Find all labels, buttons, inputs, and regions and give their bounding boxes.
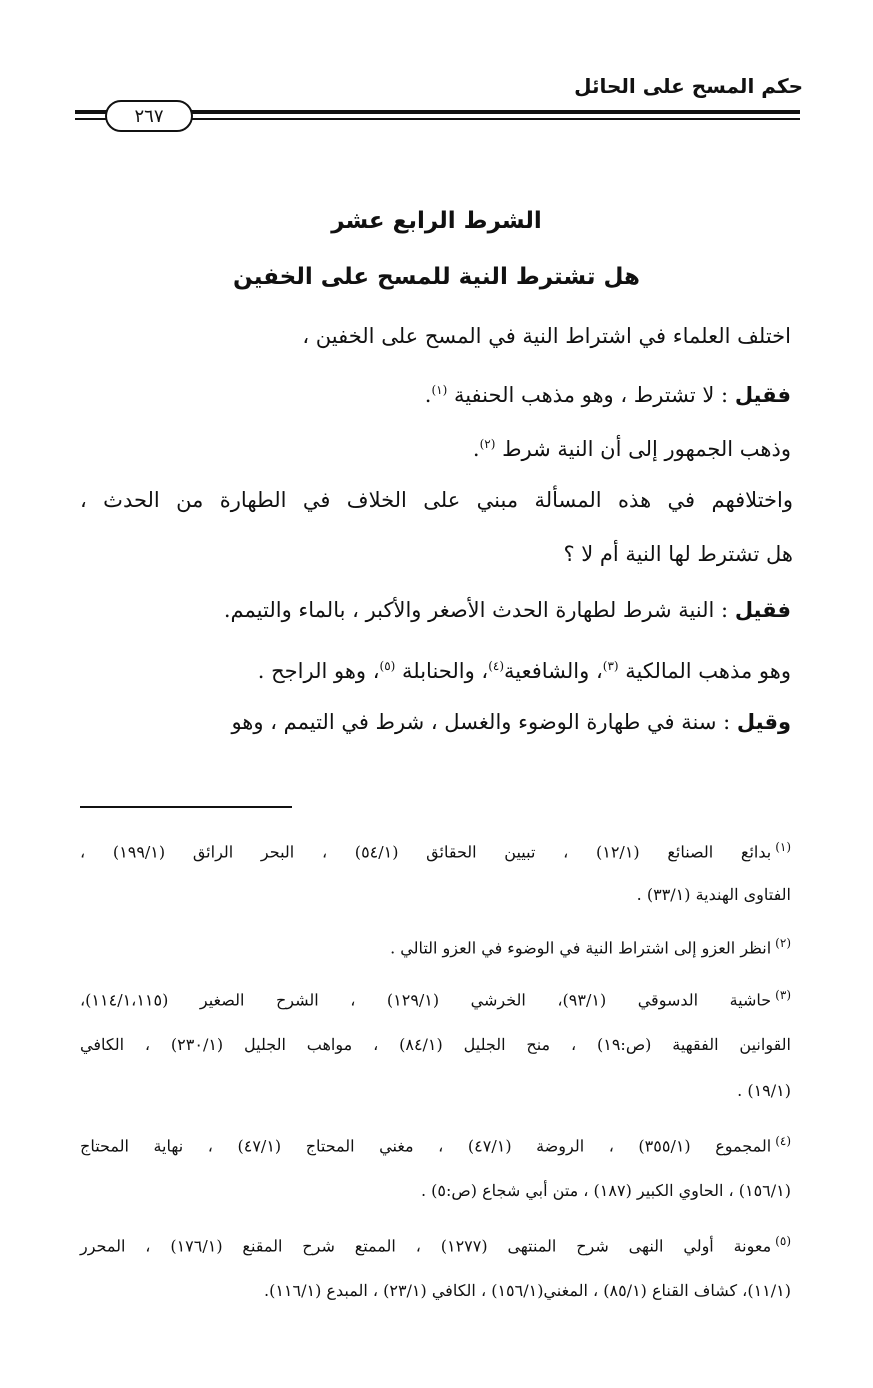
body-line-7 [82, 648, 791, 689]
footnote-4-line-2: (١٥٦/١) ، الحاوي الكبير (١٨٧) ، متن أبي شجاع (ص:٥) . [421, 1181, 791, 1200]
lead-word: وقيل [736, 710, 791, 734]
body-line-2 [82, 372, 791, 413]
body-text: . [472, 437, 480, 461]
footnote-number: (١) [775, 840, 792, 854]
body-line-6 [82, 592, 791, 628]
body-line-1 [82, 318, 791, 354]
body-text: ، والشافعية [504, 659, 603, 683]
body-line-3 [82, 426, 791, 467]
footnote-text: بدائع الصنائع (١٢/١) ، تبيين الحقائق (٥٤/١) ، البحر الرائق (١٩٩/١) ، [80, 842, 772, 862]
body-text: . [424, 383, 432, 407]
footnote-ref: (١) [431, 383, 448, 397]
footnote-ref: (٢) [479, 437, 496, 451]
body-line-8 [82, 704, 791, 740]
question-heading: هل تشترط النية للمسح على الخفين [233, 264, 640, 290]
body-text: اختلف العلماء في اشتراط النية في المسح على الخفين ، [302, 324, 791, 348]
footnote-1-line-1 [80, 832, 791, 867]
body-text: : لا تشترط ، وهو مذهب الحنفية [447, 383, 735, 407]
page-number: ٢٦٧ [105, 100, 193, 132]
footnote-1-line-2: الفتاوى الهندية (٣٣/١) . [636, 885, 791, 904]
footnote-3-line-2: القوانين الفقهية (ص:١٩) ، منح الجليل (٨٤/١) ، مواهب الجليل (٢٣٠/١) ، الكافي [80, 1035, 791, 1054]
body-text: : سنة في طهارة الوضوء والغسل ، شرط في التيمم ، وهو [231, 710, 737, 734]
footnote-3-line-3: (١٩/١) . [737, 1081, 791, 1100]
footnote-ref: (٣) [602, 659, 619, 673]
body-text: ، والحنابلة [395, 659, 489, 683]
body-line-5: هل تشترط لها النية أم لا ؟ [563, 542, 793, 566]
footnote-4-line-1 [80, 1126, 791, 1161]
header-rule [75, 98, 800, 132]
footnote-ref: (٤) [488, 659, 505, 673]
footnote-number: (٢) [775, 936, 791, 950]
body-text: وذهب الجمهور إلى أن النية شرط [495, 437, 791, 461]
body-line-4: واختلافهم في هذه المسألة مبني على الخلاف في الطهارة من الحدث ، [80, 488, 793, 512]
footnote-text: معونة أولي النهى شرح المنتهى (١٢٧٧) ، الممتع شرح المقنع (١٧٦/١) ، المحرر [80, 1236, 772, 1256]
footnote-text: انظر العزو إلى اشتراط النية في الوضوء في العزو التالي . [390, 938, 772, 958]
footnote-number: (٤) [775, 1134, 792, 1148]
footnote-3-line-1 [80, 980, 791, 1015]
footnote-text: المجموع (٣٥٥/١) ، الروضة (٤٧/١) ، مغني المحتاج (٤٧/١) ، نهاية المحتاج [80, 1136, 772, 1156]
footnote-2-line-1 [80, 928, 791, 963]
footnote-5-line-1 [80, 1226, 791, 1261]
footnote-text: حاشية الدسوقي (٩٣/١)، الخرشي (١٢٩/١) ، الشرح الصغير (١١٤/١،١١٥)، [80, 990, 772, 1010]
section-heading: الشرط الرابع عشر [331, 208, 542, 234]
body-text: : النية شرط لطهارة الحدث الأصغر والأكبر ، بالماء والتيمم. [223, 598, 735, 622]
footnote-ref: (٥) [379, 659, 396, 673]
footnote-separator [80, 806, 292, 808]
footnote-number: (٣) [775, 988, 791, 1002]
body-text: ، وهو الراجح . [257, 659, 380, 683]
lead-word: فقيل [734, 383, 791, 407]
footnote-number: (٥) [775, 1234, 791, 1248]
body-text: وهو مذهب المالكية [618, 659, 791, 683]
footnote-5-line-2: (١١/١)، كشاف القناع (٨٥/١) ، المغني(١٥٦/١) ، الكافي (٢٣/١) ، المبدع (١١٦/١). [264, 1281, 791, 1300]
lead-word: فقيل [734, 598, 791, 622]
running-title: حكم المسح على الحائل [574, 74, 803, 98]
